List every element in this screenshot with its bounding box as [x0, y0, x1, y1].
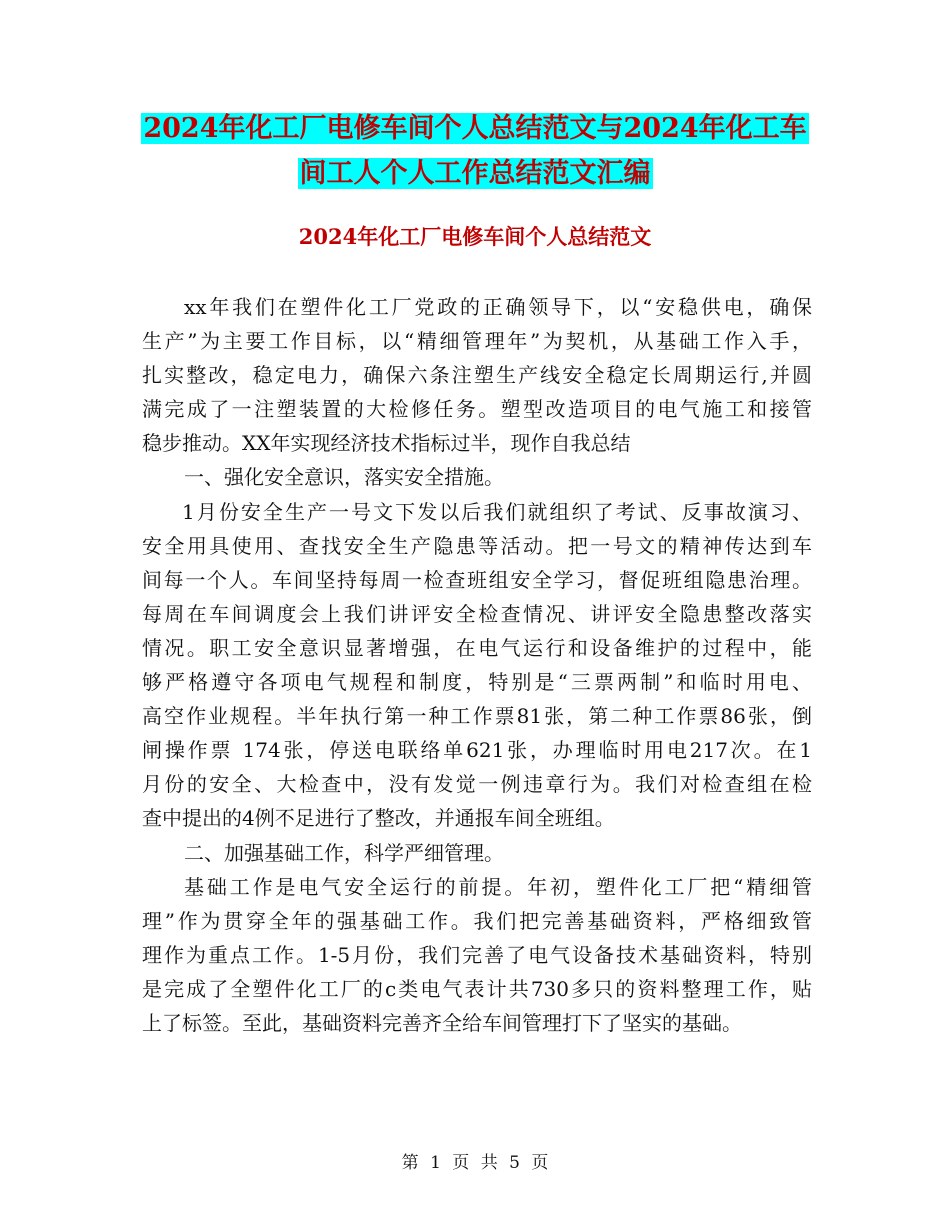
paragraph-line: 查中提出的4例不足进行了整改，并通报车间全班组。 [142, 806, 615, 831]
paragraph-line: 理作为重点工作。1-5月份，我们完善了电气设备技术基础资料，特别 [142, 942, 812, 967]
document-title-text-1: 2024年化工厂电修车间个人总结范文与2024年化工车 [143, 113, 807, 144]
paragraph-line: 够严格遵守各项电气规程和制度，特别是“三票两制”和临时用电、 [142, 670, 812, 695]
paragraph-line: 稳步推动。XX年实现经济技术指标过半，现作自我总结 [142, 431, 631, 456]
section-heading-1: 一、强化安全意识，落实安全措施。 [184, 465, 504, 490]
paragraph-line: 满完成了一注塑装置的大检修任务。塑型改造项目的电气施工和接管 [142, 397, 812, 422]
paragraph-line: 是完成了全塑件化工厂的c类电气表计共730多只的资料整理工作，贴 [142, 976, 812, 1001]
paragraph-line: 生产”为主要工作目标，以“精细管理年”为契机，从基础工作入手， [142, 329, 812, 354]
paragraph-line: 基础工作是电气安全运行的前提。年初，塑件化工厂把“精细管 [184, 874, 812, 899]
page-footer: 第 1 页 共 5 页 [401, 1153, 549, 1173]
paragraph-line: 扎实整改，稳定电力，确保六条注塑生产线安全稳定长周期运行,并圆 [142, 363, 812, 388]
paragraph-line: 安全用具使用、查找安全生产隐患等活动。把一号文的精神传达到车 [142, 533, 812, 558]
paragraph-line: 1月份安全生产一号文下发以后我们就组织了考试、反事故演习、 [182, 499, 812, 524]
section-title: 2024年化工厂电修车间个人总结范文 [298, 224, 652, 249]
paragraph-line: 情况。职工安全意识显著增强，在电气运行和设备维护的过程中，能 [142, 635, 812, 660]
document-title-line-2 [0, 153, 950, 195]
paragraph-line: 高空作业规程。半年执行第一种工作票81张，第二种工作票86张，倒 [142, 704, 812, 729]
document-body [142, 290, 812, 1040]
paragraph-line: 理”作为贯穿全年的强基础工作。我们把完善基础资料，严格细致管 [142, 908, 812, 933]
document-title-text-2: 间工人个人工作总结范文汇编 [299, 158, 651, 189]
paragraph-line: 间每一个人。车间坚持每周一检查班组安全学习，督促班组隐患治理。 [142, 567, 812, 592]
document-title-line-1 [0, 108, 950, 150]
paragraph-line: xx年我们在塑件化工厂党政的正确领导下，以“安稳供电，确保 [184, 295, 812, 319]
paragraph-line: 每周在车间调度会上我们讲评安全检查情况、讲评安全隐患整改落实 [142, 601, 812, 626]
paragraph-line: 闸操作票 174张，停送电联络单621张，办理临时用电217次。在1 [142, 738, 812, 763]
paragraph-line: 月份的安全、大检查中，没有发觉一例违章行为。我们对检查组在检 [142, 772, 812, 797]
section-heading-2: 二、加强基础工作，科学严细管理。 [184, 840, 504, 865]
paragraph-line: 上了标签。至此，基础资料完善齐全给车间管理打下了坚实的基础。 [142, 1010, 742, 1035]
